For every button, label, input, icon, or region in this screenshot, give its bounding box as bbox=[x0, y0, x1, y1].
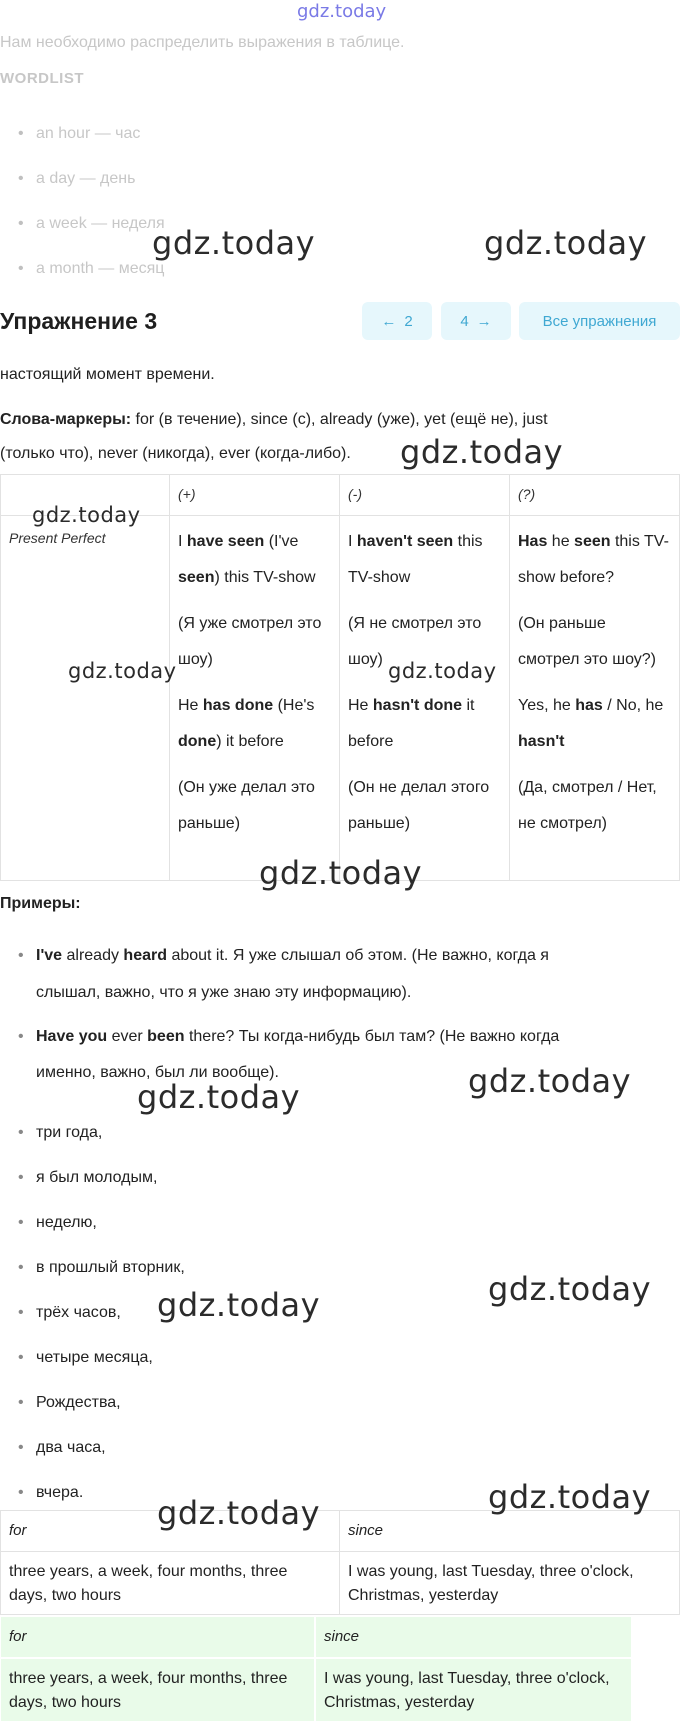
table2-header-for: for bbox=[0, 1510, 340, 1552]
table2-cell-for: three years, a week, four months, three days, two hours bbox=[0, 1551, 340, 1615]
table-header-question: (?) bbox=[509, 474, 680, 516]
watermark: gdz.today bbox=[157, 1494, 321, 1532]
list-item: • вчера. bbox=[36, 1484, 83, 1502]
list-item: • четыре месяца, bbox=[36, 1349, 153, 1367]
next-exercise-label: 4 bbox=[460, 312, 469, 330]
cell-plus: I have seen (I've seen) this TV-show (Я уже смотрел это шоу) He has done (He's done) it before (Он уже делал это раньше) bbox=[169, 515, 340, 881]
list-item: • два часа, bbox=[36, 1439, 106, 1457]
markers-text: for (в течение), since (с), already (уже), yet (ещё не), just bbox=[131, 411, 548, 428]
list-item: • я был молодым, bbox=[36, 1169, 157, 1187]
wordlist-item: • a week — неделя bbox=[36, 215, 165, 233]
table2-header-since: since bbox=[339, 1510, 680, 1552]
exercise-title: Упражнение 3 bbox=[0, 308, 158, 334]
list-item: • трёх часов, bbox=[36, 1304, 121, 1322]
watermark: gdz.today bbox=[137, 1078, 301, 1116]
wordlist-item: • a day — день bbox=[36, 170, 135, 188]
watermark: gdz.today bbox=[152, 224, 316, 262]
example-item-cont: именно, важно, был ли вообще). bbox=[36, 1064, 279, 1081]
table-header-minus: (-) bbox=[339, 474, 510, 516]
table-header-plus: (+) bbox=[169, 474, 340, 516]
wordlist-item: • an hour — час bbox=[36, 125, 140, 143]
watermark: gdz.today bbox=[388, 659, 497, 683]
next-exercise-button[interactable] bbox=[441, 302, 511, 340]
watermark-top: gdz.today bbox=[297, 1, 387, 22]
cell-question: Has he seen this TV-show before? (Он раньше смотрел это шоу?) Yes, he has / No, he hasn't (Да, смотрел / Нет, не смотрел) bbox=[509, 515, 680, 881]
intro-text: Нам необходимо распределить выражения в таблице. bbox=[0, 34, 405, 51]
watermark: gdz.today bbox=[488, 1478, 652, 1516]
watermark: gdz.today bbox=[259, 854, 423, 892]
example-item: • I've already heard about it. Я уже слышал об этом. (Не важно, когда я bbox=[36, 947, 549, 965]
list-item: • Рождества, bbox=[36, 1394, 121, 1412]
arrow-right-icon: → bbox=[476, 312, 492, 330]
markers-line-2: (только что), never (никогда), ever (когда-либо). bbox=[0, 445, 351, 462]
markers-label: Слова-маркеры: bbox=[0, 411, 132, 428]
table3-cell-since: I was young, last Tuesday, three o'clock, Christmas, yesterday bbox=[315, 1658, 632, 1722]
all-exercises-label: Все упражнения bbox=[542, 312, 657, 330]
watermark: gdz.today bbox=[32, 503, 141, 527]
table3-header-for: for bbox=[0, 1616, 315, 1658]
list-item: • в прошлый вторник, bbox=[36, 1259, 185, 1277]
watermark: gdz.today bbox=[157, 1286, 321, 1324]
table2-cell-since: I was young, last Tuesday, three o'clock, Christmas, yesterday bbox=[339, 1551, 680, 1615]
arrow-left-icon: ← bbox=[381, 312, 397, 330]
row-label-present-perfect: Present Perfect bbox=[0, 515, 170, 881]
markers-line bbox=[0, 411, 548, 429]
watermark: gdz.today bbox=[488, 1270, 652, 1308]
list-item: • три года, bbox=[36, 1124, 102, 1142]
example-item: • Have you ever been there? Ты когда-нибудь был там? (Не важно когда bbox=[36, 1028, 559, 1046]
watermark: gdz.today bbox=[400, 433, 564, 471]
table3-header-since: since bbox=[315, 1616, 632, 1658]
table3-cell-for: three years, a week, four months, three days, two hours bbox=[0, 1658, 315, 1722]
prev-exercise-button[interactable] bbox=[362, 302, 432, 340]
wordlist-title: WORDLIST bbox=[0, 70, 84, 87]
list-item: • неделю, bbox=[36, 1214, 97, 1232]
example-item-cont: слышал, важно, что я уже знаю эту информацию). bbox=[36, 984, 412, 1001]
watermark: gdz.today bbox=[68, 659, 177, 683]
wordlist-item: • a month — месяц bbox=[36, 260, 164, 278]
watermark: gdz.today bbox=[484, 224, 648, 262]
examples-title: Примеры: bbox=[0, 895, 81, 912]
cell-minus: I haven't seen this TV-show (Я не смотрел это шоу) He hasn't done it before (Он не делал этого раньше) bbox=[339, 515, 510, 881]
body-text: настоящий момент времени. bbox=[0, 366, 215, 383]
prev-exercise-label: 2 bbox=[404, 312, 413, 330]
watermark: gdz.today bbox=[468, 1062, 632, 1100]
all-exercises-button[interactable] bbox=[519, 302, 680, 340]
